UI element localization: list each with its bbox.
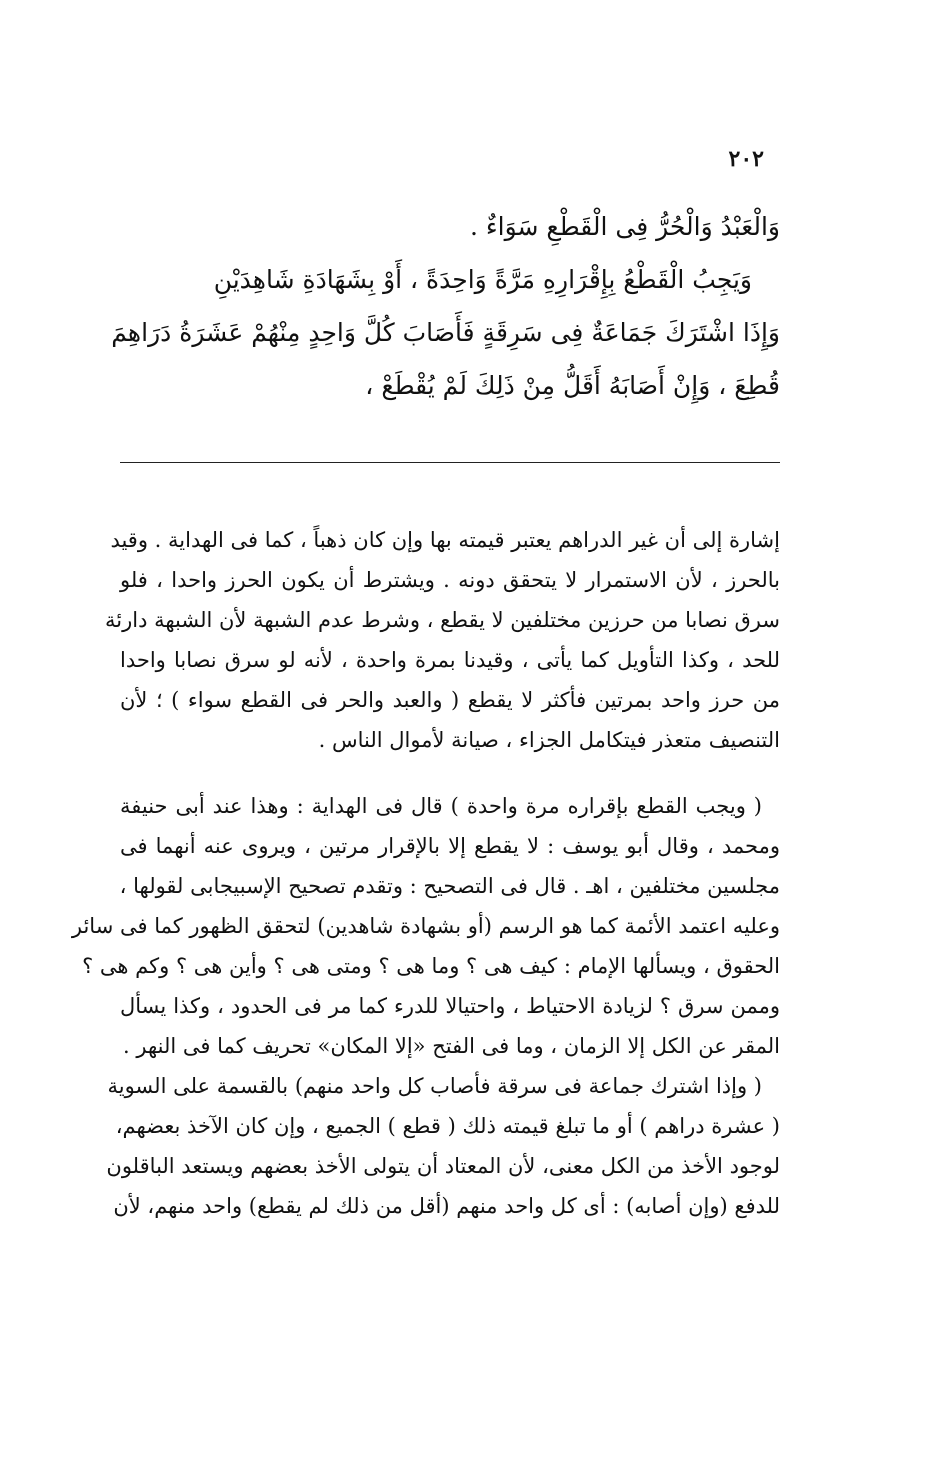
commentary-line: الحقوق ، ويسألها الإمام : كيف هى ؟ وما هى ؟ ومتى هى ؟ وأين هى ؟ وكم هى ؟ xyxy=(82,954,780,978)
commentary-line: وعليه اعتمد الأئمة كما هو الرسم (أو بشهادة شاهدين) لتحقق الظهور كما فى سائر xyxy=(71,914,780,938)
main-text-block xyxy=(111,200,780,412)
commentary-line: المقر عن الكل إلا الزمان ، وما فى الفتح «إلا المكان» تحريف كما فى النهر . xyxy=(123,1034,780,1058)
commentary-line: سرق نصابا من حرزين مختلفين لا يقطع ، وشرط عدم الشبهة لأن الشبهة دارئة xyxy=(104,608,780,632)
commentary-line: ومحمد ، وقال أبو يوسف : لا يقطع إلا بالإقرار مرتين ، ويروى عنه أنهما فى xyxy=(120,834,780,858)
text-separator-rule xyxy=(120,462,780,463)
commentary-line: وممن سرق ؟ لزيادة الاحتياط ، واحتيالا للدرء كما مر فى الحدود ، وكذا يسأل xyxy=(120,994,780,1018)
commentary-block xyxy=(71,520,780,1226)
commentary-line: للحد ، وكذا التأويل كما يأتى ، وقيدنا بمرة واحدة ، لأنه لو سرق نصابا واحدا xyxy=(120,648,780,672)
commentary-paragraph xyxy=(106,1066,780,1226)
main-text-line: وَيَجِبُ الْقَطْعُ بِإِقْرَارِهِ مَرَّةً وَاحِدَةً ، أَوْ بِشَهَادَةِ شَاهِدَيْنِ xyxy=(213,265,752,294)
commentary-line: من حرز واحد بمرتين فأكثر لا يقطع ( والعبد والحر فى القطع سواء ) ؛ لأن xyxy=(120,688,780,712)
commentary-paragraph xyxy=(104,520,780,760)
commentary-line: ( عشرة دراهم ) أو ما تبلغ قيمته ذلك ( قطع ) الجميع ، وإن كان الآخذ بعضهم، xyxy=(115,1114,780,1138)
main-text-line: قُطِعَ ، وَإِنْ أَصَابَهُ أَقَلُّ مِنْ ذَلِكَ لَمْ يُقْطَعْ ، xyxy=(365,371,780,400)
commentary-paragraph xyxy=(71,786,780,1066)
main-text-line: وَإِذَا اشْتَرَكَ جَمَاعَةٌ فِى سَرِقَةٍ فَأَصَابَ كُلَّ وَاحِدٍ مِنْهُمْ عَشَرَةُ دَرَاهِمَ xyxy=(111,318,780,347)
commentary-line: ( ويجب القطع بإقراره مرة واحدة ) قال فى الهداية : وهذا عند أبى حنيفة xyxy=(120,794,762,818)
commentary-line: ( وإذا اشترك جماعة فى سرقة فأصاب كل واحد منهم) بالقسمة على السوية xyxy=(107,1074,762,1098)
commentary-line: لوجود الأخذ من الكل معنى، لأن المعتاد أن يتولى الأخذ بعضهم ويستعد الباقلون xyxy=(106,1154,780,1178)
commentary-line: بالحرز ، لأن الاستمرار لا يتحقق دونه . ويشترط أن يكون الحرز واحدا ، فلو xyxy=(120,568,780,592)
commentary-line: للدفع (وإن أصابه) : أى كل واحد منهم (أقل من ذلك لم يقطع) واحد منهم، لأن xyxy=(113,1194,780,1218)
commentary-line: إشارة إلى أن غير الدراهم يعتبر قيمته بها وإن كان ذهباً ، كما فى الهداية . وقيد xyxy=(110,528,780,552)
commentary-line: التنصيف متعذر فيتكامل الجزاء ، صيانة لأموال الناس . xyxy=(318,728,780,752)
main-text-line: وَالْعَبْدُ وَالْحُرُّ فِى الْقَطْعِ سَوَاءٌ . xyxy=(470,212,780,241)
page-number: ٢٠٢ xyxy=(728,146,764,172)
commentary-line: مجلسين مختلفين ، اهـ . قال فى التصحيح : وتقدم تصحيح الإسبيجابى لقولها ، xyxy=(119,874,780,898)
